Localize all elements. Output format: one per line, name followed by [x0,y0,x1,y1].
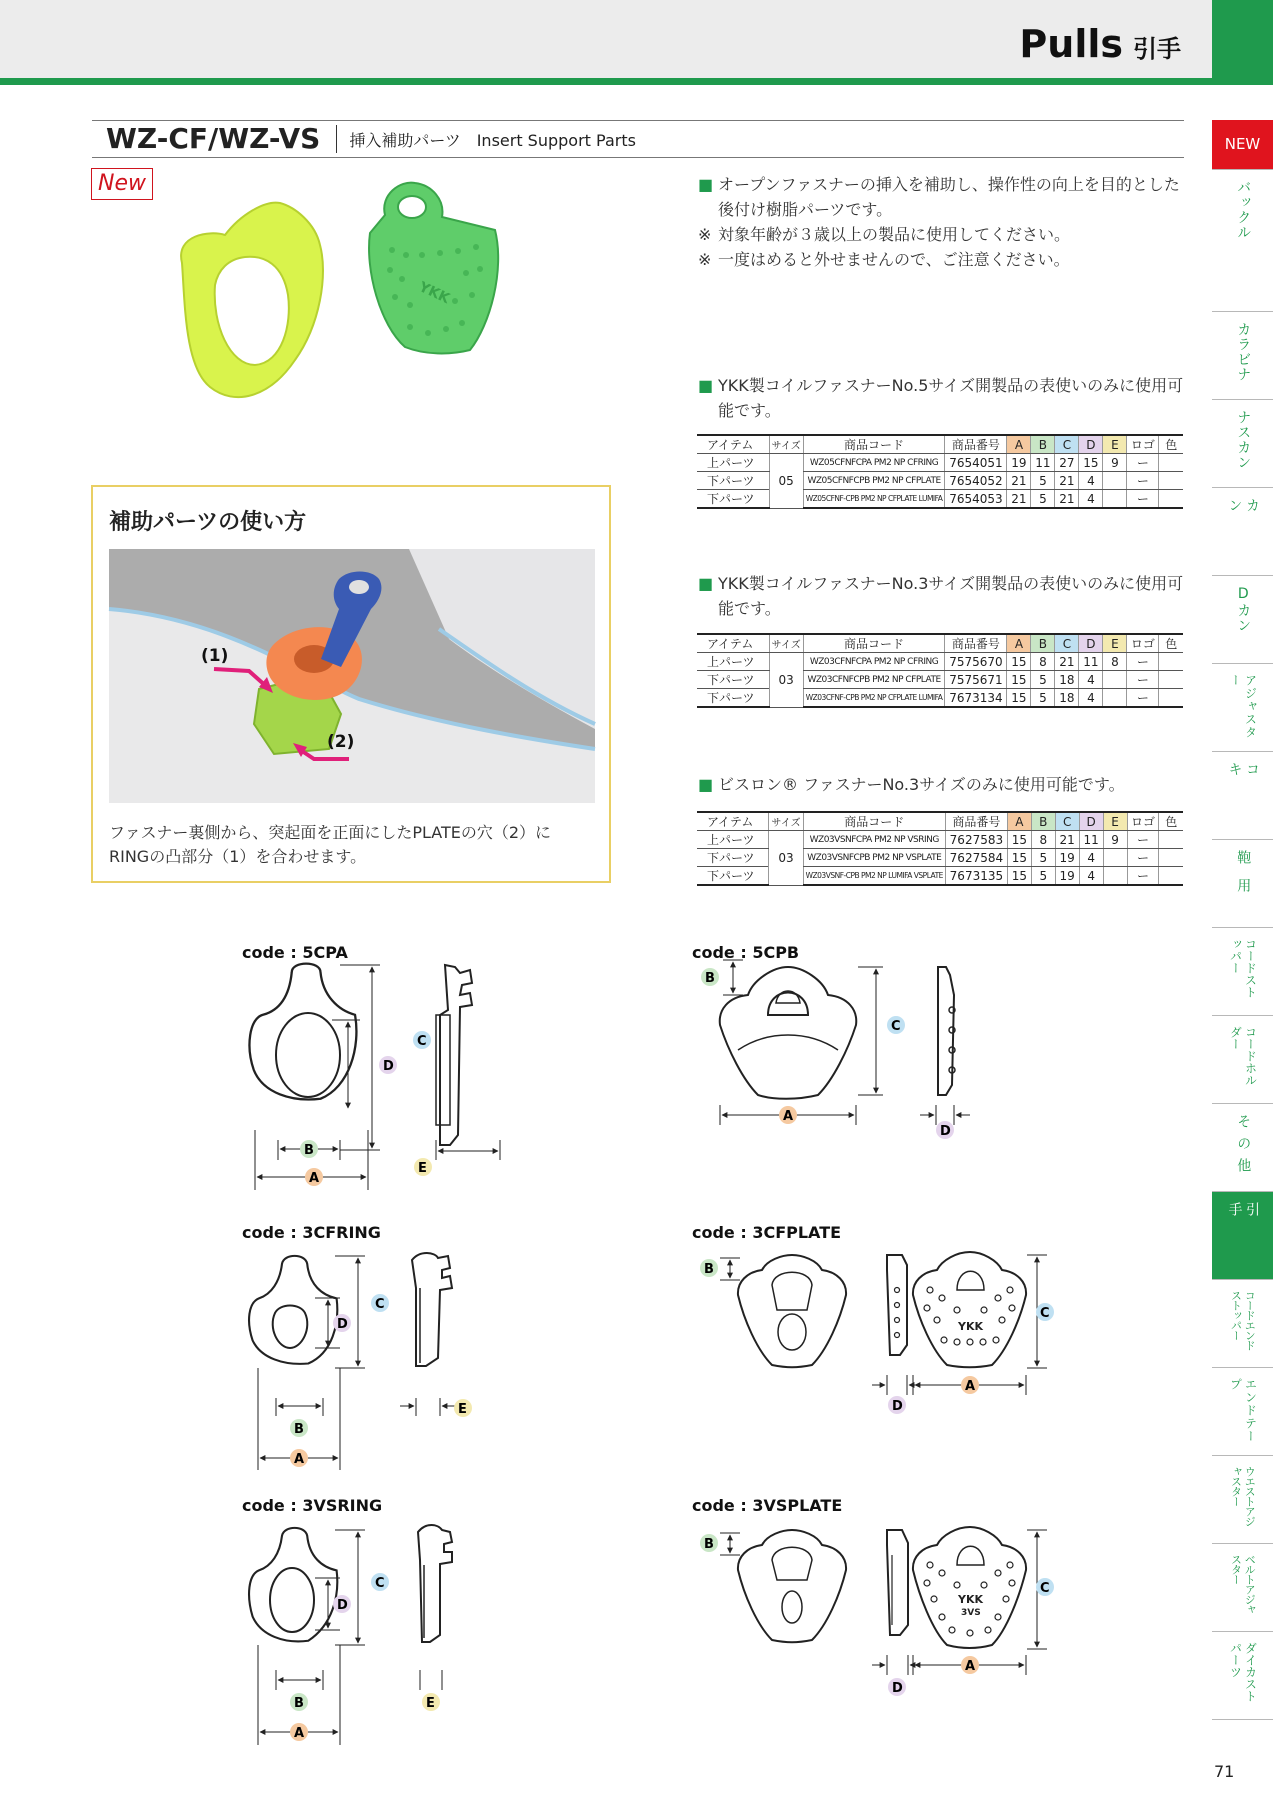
cell-d: 4 [1079,671,1103,689]
col-number: 商品番号 [945,435,1007,454]
col-size: サイズ [769,634,803,653]
cell-color [1159,671,1183,689]
cell-e [1103,671,1127,689]
cell-item: 上パーツ [697,653,769,671]
table-row [697,653,1183,671]
cell-e: 9 [1103,454,1127,472]
cell-size: 05 [769,454,803,509]
cell-b: 5 [1031,849,1055,867]
col-e: E [1103,634,1127,653]
cell-number: 7575671 [945,671,1007,689]
cell-color [1159,831,1183,849]
tab-cord-holder[interactable] [1212,1016,1273,1104]
cell-item: 下パーツ [697,490,769,509]
cell-d: 4 [1079,849,1103,867]
tab-label: コードホルダー [1228,1026,1258,1086]
cell-logo: ー [1127,454,1159,472]
note-mark: ■ [698,175,714,194]
spec-table-5 [697,434,1183,509]
cell-a: 15 [1007,653,1031,671]
drawing-5cpa [240,955,520,1190]
table-row [697,454,1183,472]
cell-color [1159,472,1183,490]
col-c: C [1055,435,1079,454]
col-code: 商品コード [803,812,945,831]
cell-color [1159,454,1183,472]
cell-c: 18 [1055,671,1079,689]
tab-cord-end-stopper[interactable] [1212,1280,1273,1368]
note-item [698,172,1188,222]
cell-color [1159,490,1183,509]
cell-b: 5 [1031,472,1055,490]
dim-e: E [418,1161,427,1176]
cell-c: 19 [1055,849,1079,867]
plate-logo: YKK [958,1320,984,1333]
spec-heading-text: YKK製コイルファスナーNo.3サイズ開製品の表使いのみに使用可能です。 [718,574,1184,618]
cell-number: 7627583 [945,831,1007,849]
cell-a: 15 [1007,831,1031,849]
cell-c: 21 [1055,831,1079,849]
spec-table-3vs [697,811,1183,886]
col-size: サイズ [769,812,803,831]
plate-logo: YKK [416,279,452,308]
product-code: WZ-CF/WZ-VS [92,125,337,153]
tab-bag[interactable] [1212,840,1273,928]
col-e: E [1103,812,1127,831]
col-logo: ロゴ [1127,634,1159,653]
spec-heading-5: ■ YKK製コイルファスナーNo.5サイズ開製品の表使いのみに使用可能です。 [698,373,1188,423]
cell-code: WZ05CFNFCPA PM2 NP CFRING [803,454,945,472]
spec-header-row [697,435,1183,454]
page-title-en: Pulls [1019,22,1123,66]
spec-header-row [697,812,1183,831]
cell-d: 15 [1079,454,1103,472]
cell-number: 7627584 [945,849,1007,867]
cell-a: 15 [1007,689,1031,708]
dim-b: B [304,1143,314,1158]
dim-d: D [892,1681,903,1696]
cell-code: WZ05CFNFCPB PM2 NP CFPLATE [803,472,945,490]
cell-item: 下パーツ [697,849,769,867]
spec-table-3cf [697,633,1183,708]
tab-other[interactable] [1212,1104,1273,1192]
page-number: 71 [1214,1762,1235,1781]
cell-a: 19 [1007,454,1031,472]
dim-b: B [705,971,715,986]
cell-number: 7673134 [945,689,1007,708]
cell-d: 4 [1079,689,1103,708]
cell-b: 5 [1031,867,1055,886]
col-size: サイズ [769,435,803,454]
cell-code: WZ03VSNFCPA PM2 NP VSRING [803,831,945,849]
dim-d: D [337,1598,348,1613]
note-text: オープンファスナーの挿入を補助し、操作性の向上を目的とした後付け樹脂パーツです。 [718,175,1180,219]
new-badge: New [91,168,153,200]
cell-number: 7673135 [945,867,1007,886]
cell-d: 11 [1079,653,1103,671]
cell-d: 4 [1079,490,1103,509]
drawing-3vsring [240,1520,520,1748]
cell-d: 4 [1079,472,1103,490]
cell-b: 11 [1031,454,1055,472]
cell-logo: ー [1127,849,1159,867]
drawing-label-3vsring: code : 3VSRING [242,1496,383,1515]
tab-label: バックル [1235,180,1252,240]
note-text: 一度はめると外せませんので、ご注意ください。 [718,250,1070,269]
dim-c: C [375,1297,385,1312]
cell-size: 03 [769,653,803,708]
col-e: E [1103,435,1127,454]
col-item: アイテム [697,435,769,454]
tab-label: 引手 [1226,1202,1260,1240]
header-corner-block [1212,0,1273,85]
dim-a: A [783,1109,794,1124]
tab-label: アジャスター [1228,674,1258,739]
cell-code: WZ05CFNF-CPB PM2 NP CFPLATE LUMIFA [803,490,945,509]
col-a: A [1007,812,1031,831]
tab-d-kan[interactable] [1212,576,1273,664]
drawing-3cfring [240,1248,520,1473]
col-color: 色 [1159,812,1183,831]
cell-c: 21 [1055,472,1079,490]
cell-b: 8 [1031,831,1055,849]
col-b: B [1031,812,1055,831]
col-item: アイテム [697,634,769,653]
cell-code: WZ03CFNF-CPB PM2 NP CFPLATE LUMIFA [803,689,945,708]
dim-a: A [309,1171,320,1186]
cell-logo: ー [1127,831,1159,849]
tab-koki[interactable] [1212,752,1273,840]
cell-d: 11 [1079,831,1103,849]
product-description: 挿入補助パーツ Insert Support Parts [349,130,636,150]
cell-e [1103,472,1127,490]
spec-heading-text: YKK製コイルファスナーNo.5サイズ開製品の表使いのみに使用可能です。 [718,376,1184,420]
dim-d: D [337,1317,348,1332]
tab-label: エンドテープ [1228,1378,1258,1443]
cell-c: 21 [1055,653,1079,671]
cell-b: 5 [1031,671,1055,689]
dim-a: A [965,1659,976,1674]
tab-cord-stopper[interactable] [1212,928,1273,1016]
col-a: A [1007,634,1031,653]
tab-nascan[interactable] [1212,400,1273,488]
cell-c: 18 [1055,689,1079,708]
plate-logo-sub: 3VS [961,1608,981,1618]
cell-logo: ー [1127,472,1159,490]
tab-waist-adjuster[interactable] [1212,1456,1273,1544]
spec-heading-3vs: ■ ビスロン® ファスナーNo.3サイズのみに使用可能です。 [698,772,1188,797]
cell-logo: ー [1127,653,1159,671]
cell-number: 7654053 [945,490,1007,509]
cell-logo: ー [1127,867,1159,886]
tab-label: ダイカストパーツ [1228,1642,1258,1702]
dim-b: B [704,1262,714,1277]
tab-kan[interactable] [1212,488,1273,576]
drawing-3vsplate [704,1525,1072,1705]
product-photo [170,175,530,475]
page-title-jp: 引手 [1133,35,1181,63]
dim-b: B [294,1422,304,1437]
dim-d: D [940,1124,951,1139]
col-number: 商品番号 [945,812,1007,831]
header-rule [0,78,1212,85]
cell-size: 03 [769,831,803,886]
tab-label: コードストッパー [1228,938,1258,998]
cell-code: WZ03VSNF-CPB PM2 NP LUMIFA VSPLATE [803,867,945,886]
note-mark: ※ [698,250,712,269]
dim-d: D [892,1399,903,1414]
spec-header-row [697,634,1183,653]
product-notes [698,172,1188,272]
cell-number: 7654051 [945,454,1007,472]
col-logo: ロゴ [1127,435,1159,454]
dim-c: C [1040,1581,1050,1596]
tab-new[interactable] [1212,120,1273,170]
col-b: B [1031,435,1055,454]
dim-d: D [383,1059,394,1074]
dim-c: C [417,1034,427,1049]
dim-c: C [891,1019,901,1034]
usage-title: 補助パーツの使い方 [109,510,307,535]
col-number: 商品番号 [945,634,1007,653]
cell-b: 5 [1031,689,1055,708]
drawing-label-3cfplate: code : 3CFPLATE [692,1223,842,1242]
drawing-3cfplate [704,1250,1072,1420]
dim-b: B [704,1537,714,1552]
col-code: 商品コード [803,435,945,454]
cell-item: 上パーツ [697,831,769,849]
page-title [1019,22,1181,66]
cell-item: 下パーツ [697,671,769,689]
note-mark: ※ [698,225,712,244]
tab-label: 鞄用 [1235,850,1252,906]
cell-e [1103,849,1127,867]
col-d: D [1079,435,1103,454]
col-color: 色 [1159,435,1183,454]
col-item: アイテム [697,812,769,831]
cell-item: 下パーツ [697,867,769,886]
cell-color [1159,689,1183,708]
tab-belt-adjuster[interactable] [1212,1544,1273,1632]
tab-label: カラビナ [1235,322,1252,382]
cell-e: 8 [1103,653,1127,671]
col-a: A [1007,435,1031,454]
dim-a: A [294,1726,305,1741]
cell-b: 8 [1031,653,1055,671]
cell-logo: ー [1127,490,1159,509]
note-item [698,247,1188,272]
drawing-label-5cpa: code : 5CPA [242,943,348,962]
spec-heading-text: ビスロン® ファスナーNo.3サイズのみに使用可能です。 [718,775,1125,794]
cell-item: 下パーツ [697,472,769,490]
dim-c: C [1040,1306,1050,1321]
cell-color [1159,867,1183,886]
drawing-label-5cpb: code : 5CPB [692,943,800,962]
cell-e [1103,867,1127,886]
note-text: 対象年齢が３歳以上の製品に使用してください。 [718,225,1071,244]
tab-label: コキ [1226,762,1260,806]
cell-code: WZ03CFNFCPA PM2 NP CFRING [803,653,945,671]
section-header [92,120,1184,158]
dim-b: B [294,1696,304,1711]
tab-label: ナスカン [1235,410,1252,470]
dim-c: C [375,1576,385,1591]
cell-a: 21 [1007,490,1031,509]
cell-c: 27 [1055,454,1079,472]
tab-label: カン [1226,498,1260,542]
tab-label: ウエストアジャスター [1229,1466,1257,1526]
cell-logo: ー [1127,671,1159,689]
tab-end-tape[interactable] [1212,1368,1273,1456]
col-d: D [1079,812,1103,831]
cell-a: 15 [1007,867,1031,886]
tab-diecast-parts[interactable] [1212,1632,1273,1720]
tab-carabiner[interactable] [1212,312,1273,400]
spec-heading-3cf: ■ YKK製コイルファスナーNo.3サイズ開製品の表使いのみに使用可能です。 [698,571,1188,621]
category-tabs [1212,120,1273,1720]
dim-e: E [458,1402,467,1417]
cell-e [1103,689,1127,708]
col-d: D [1079,634,1103,653]
cell-a: 15 [1007,671,1031,689]
drawing-label-3cfring: code : 3CFRING [242,1223,381,1242]
col-b: B [1031,634,1055,653]
tab-label: Dカン [1235,586,1252,633]
tab-buckle[interactable] [1212,170,1273,312]
cell-code: WZ03CFNFCPB PM2 NP CFPLATE [803,671,945,689]
tab-label: コードエンドストッパー [1229,1290,1257,1350]
col-logo: ロゴ [1127,812,1159,831]
table-row [697,831,1183,849]
cell-item: 上パーツ [697,454,769,472]
usage-description: ファスナー裏側から、突起面を正面にしたPLATEの穴（2）に RINGの凸部分（1）を合わせます。 [109,823,552,866]
cell-b: 5 [1031,490,1055,509]
cell-c: 21 [1055,490,1079,509]
usage-label-2: (2) [327,732,355,752]
col-c: C [1055,634,1079,653]
col-c: C [1055,812,1079,831]
dim-a: A [965,1379,976,1394]
tab-adjuster[interactable] [1212,664,1273,752]
cell-a: 15 [1007,849,1031,867]
tab-label: ベルトアジャスター [1229,1554,1257,1614]
tab-label: NEW [1224,135,1261,154]
dim-e: E [426,1696,435,1711]
plate-logo: YKK [958,1593,984,1606]
cell-logo: ー [1127,689,1159,708]
note-item [698,222,1188,247]
cell-color [1159,849,1183,867]
drawing-5cpb [698,955,998,1140]
cell-number: 7654052 [945,472,1007,490]
usage-photo [109,549,595,803]
usage-label-1: (1) [201,646,229,666]
cell-color [1159,653,1183,671]
dim-a: A [294,1452,305,1467]
cell-e: 9 [1103,831,1127,849]
drawing-label-3vsplate: code : 3VSPLATE [692,1496,843,1515]
usage-box [91,485,611,883]
cell-number: 7575670 [945,653,1007,671]
cell-a: 21 [1007,472,1031,490]
cell-c: 19 [1055,867,1079,886]
cell-e [1103,490,1127,509]
col-code: 商品コード [803,634,945,653]
yellow-ring-part [181,203,323,397]
tab-label: その他 [1235,1114,1252,1180]
cell-item: 下パーツ [697,689,769,708]
tab-pulls[interactable] [1212,1192,1273,1280]
cell-d: 4 [1079,867,1103,886]
cell-code: WZ03VSNFCPB PM2 NP VSPLATE [803,849,945,867]
col-color: 色 [1159,634,1183,653]
